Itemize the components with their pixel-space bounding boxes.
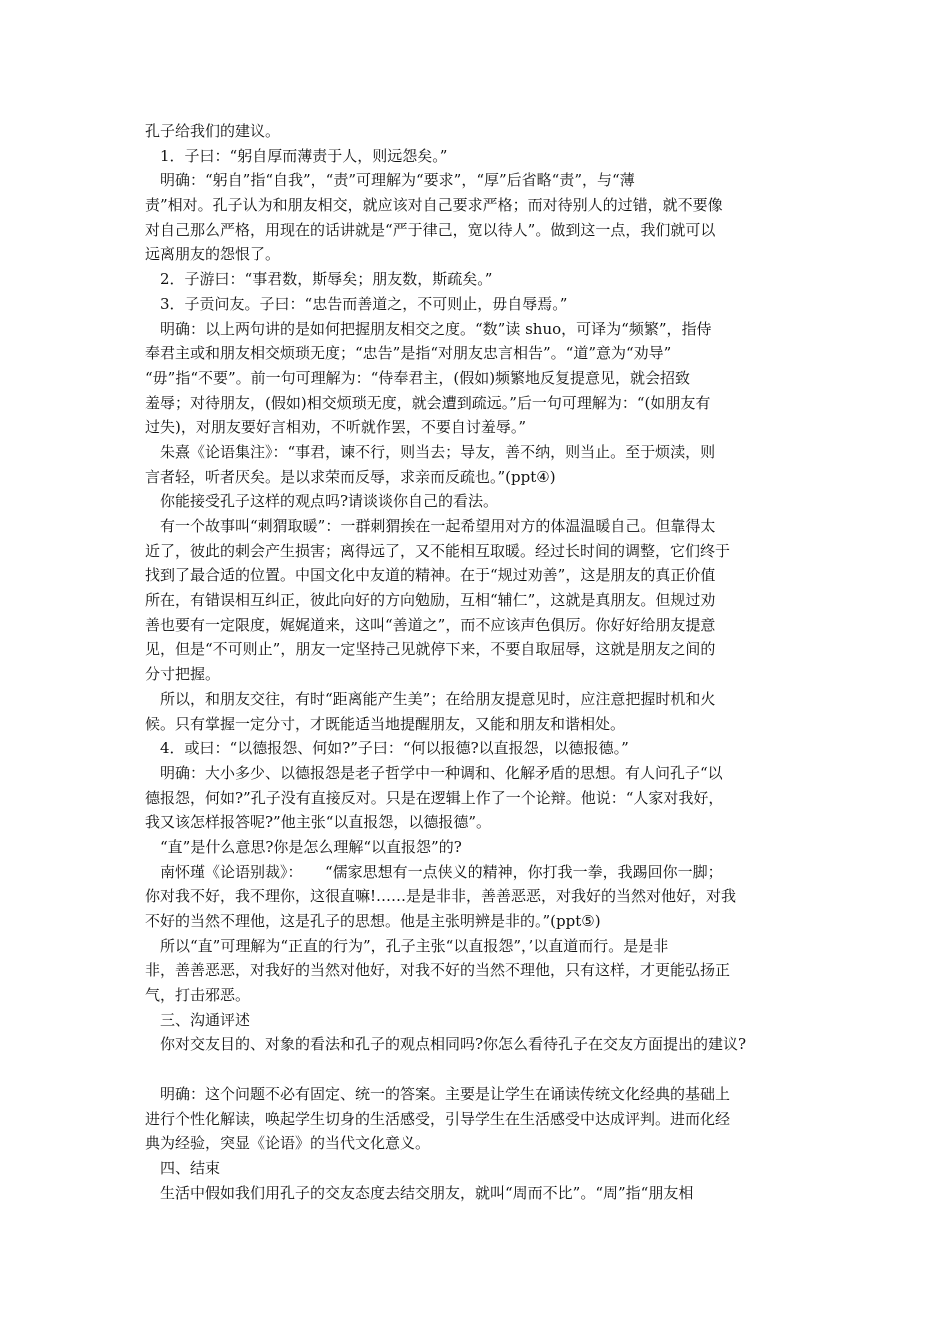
text-line: 4．或曰：“以德报怨、何如?”子曰：“何以报德?以直报怨，以德报德。” <box>160 739 629 758</box>
text-line: 3．子贡问友。子曰：“忠告而善道之，不可则止，毋自辱焉。” <box>160 294 568 313</box>
text-line: “毋”指“不要”。前一句可理解为：“侍奉君主，(假如)频繁地反复提意见，就会招致 <box>145 368 691 387</box>
text-line: 候。只有掌握一定分寸，才既能适当地提醒朋友，又能和朋友和谐相处。 <box>145 714 626 733</box>
text-line: 气，打击邪恶。 <box>145 986 251 1005</box>
text-line: 2．子游曰：“事君数，斯辱矣；朋友数，斯疏矣。” <box>160 270 493 289</box>
text-line: 你能接受孔子这样的观点吗?请谈谈你自己的看法。 <box>160 492 499 511</box>
document-body <box>145 119 813 1205</box>
text-line: 南怀瑾《论语别裁》： “儒家思想有一点侠义的精神，你打我一拳，我踢回你一脚； <box>160 862 723 881</box>
text-line: 1．子曰：“躬自厚而薄责于人，则远怨矣。” <box>160 146 448 165</box>
text-line: 我又该怎样报答呢?”他主张“以直报怨，以德报德”。 <box>145 813 492 832</box>
text-line: 所以“直”可理解为“正直的行为”，孔子主张“以直报怨”，’以直道而行。是是非 <box>160 936 669 955</box>
text-line: 典为经验，突显《论语》的当代文化意义。 <box>145 1134 431 1153</box>
text-line: 孔子给我们的建议。 <box>145 122 281 140</box>
text-line: 所以，和朋友交往，有时“距离能产生美”；在给朋友提意见时，应注意把握时机和火 <box>160 689 716 708</box>
text-line: 分寸把握。 <box>145 665 221 684</box>
text-line: 远离朋友的怨恨了。 <box>145 245 281 264</box>
text-line: 明确：大小多少、以德报怨是老子哲学中一种调和、化解矛盾的思想。有人问孔子“以 <box>160 763 723 782</box>
text-line: 明确：这个问题不必有固定、统一的答案。主要是让学生在诵读传统文化经典的基础上 <box>160 1084 731 1103</box>
section-heading: 三、沟通评述 <box>160 1010 251 1029</box>
text-line: 朱熹《论语集注》：“事君，谏不行，则当去；导友，善不纳，则当止。至于烦渎，则 <box>160 442 716 461</box>
text-line: 明确：以上两句讲的是如何把握朋友相交之度。“数”读 shuo，可译为“频繁”，指侍 <box>160 319 712 338</box>
text-line: 明确：“躬自”指“自我”，“责”可理解为“要求”，“厚”后省略“责”，与“薄 <box>160 171 635 190</box>
text-line: 奉君主或和朋友相交烦琐无度；“忠告”是指“对朋友忠言相告”。“道”意为“劝导” <box>145 344 672 363</box>
text-line: 羞辱；对待朋友，(假如)相交烦琐无度，就会遭到疏远。”后一句可理解为：“(如朋友有 <box>145 393 711 412</box>
text-line: 德报怨，何如?”孔子没有直接反对。只是在逻辑上作了一个论辩。他说：“人家对我好， <box>145 788 724 807</box>
text-line: 近了，彼此的刺会产生损害；离得远了，又不能相互取暖。经过长时间的调整，它们终于 <box>145 541 731 560</box>
text-line: 非，善善恶恶，对我好的当然对他好，对我不好的当然不理他，只有这样，才更能弘扬正 <box>145 961 731 980</box>
text-line: 见，但是“不可则止”，朋友一定坚持己见就停下来，不要自取屈辱，这就是朋友之间的 <box>145 640 716 659</box>
text-line: 生活中假如我们用孔子的交友态度去结交朋友，就叫“周而不比”。“周”指“朋友相 <box>160 1183 694 1202</box>
text-line: 有一个故事叫“刺猬取暖”：一群刺猬挨在一起希望用对方的体温温暖自己。但靠得太 <box>160 517 716 535</box>
blank-line <box>145 1057 813 1082</box>
text-line: 不好的当然不理他，这是孔子的思想。他是主张明辨是非的。”(ppt⑤) <box>145 912 601 930</box>
text-line: 责”相对。孔子认为和朋友相交，就应该对自己要求严格；而对待别人的过错，就不要像 <box>145 196 723 215</box>
text-line: 对自己那么严格，用现在的话讲就是“严于律己，宽以待人”。做到这一点，我们就可以 <box>145 220 716 239</box>
text-line: 进行个性化解读，唤起学生切身的生活感受，引导学生在生活感受中达成评判。进而化经 <box>145 1109 731 1128</box>
text-line: 善也要有一定限度，娓娓道来，这叫“善道之”，而不应该声色俱厉。你好好给朋友提意 <box>145 615 716 634</box>
text-line: 言者轻，听者厌矣。是以求荣而反辱，求亲而反疏也。”(ppt④) <box>145 467 556 486</box>
text-line: 过失)，对朋友要好言相劝，不听就作罢，不要自讨羞辱。” <box>145 418 527 437</box>
text-line: 找到了最合适的位置。中国文化中友道的精神。在于“规过劝善”，这是朋友的真正价值 <box>145 566 716 585</box>
text-line: 你对我不好，我不理你，这很直嘛!……是是非非，善善恶恶，对我好的当然对他好，对我 <box>145 887 737 906</box>
text-line: 所在，有错误相互纠正，彼此向好的方向勉励，互相“辅仁”，这就是真朋友。但规过劝 <box>145 591 716 610</box>
section-heading: 四、结束 <box>160 1158 221 1177</box>
text-line: 你对交友目的、对象的看法和孔子的观点相同吗?你怎么看待孔子在交友方面提出的建议? <box>160 1035 747 1054</box>
text-line: “直”是什么意思?你是怎么理解“以直报怨”的? <box>160 837 462 856</box>
